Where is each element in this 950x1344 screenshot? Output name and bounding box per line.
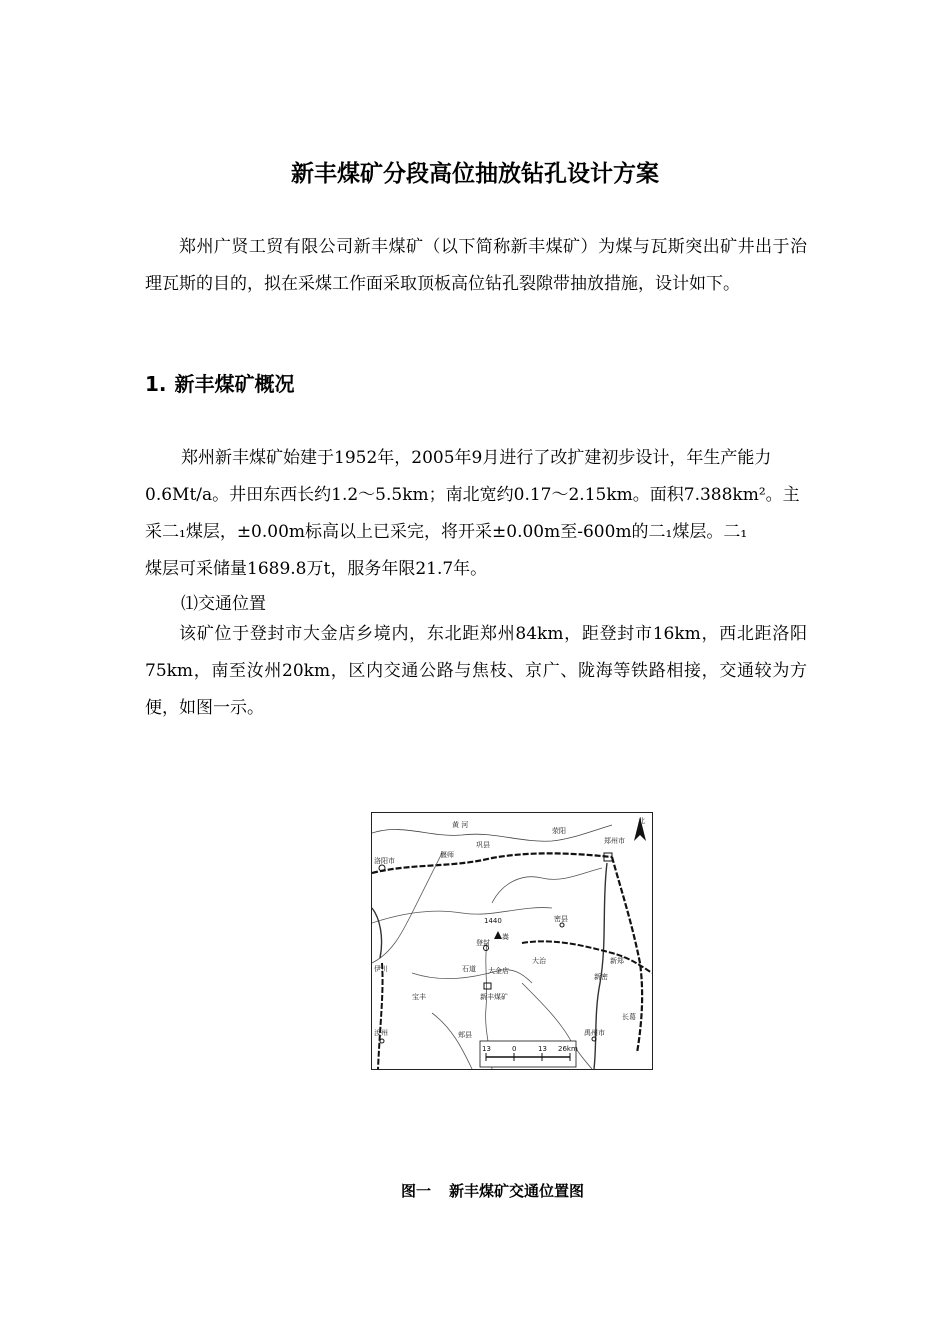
label-dengfeng: 登封	[476, 939, 490, 947]
section-title: 新丰煤矿概况	[174, 372, 295, 396]
label-songshan: 嵩	[502, 933, 509, 941]
label-xinzheng: 新郑	[610, 957, 624, 965]
label-mixian: 密县	[554, 915, 568, 923]
scale-label-left: 13	[482, 1045, 491, 1053]
label-jiaxian: 郏县	[458, 1031, 472, 1039]
mixian-marker	[560, 923, 564, 927]
scale-label-zero: 0	[512, 1045, 517, 1053]
overview-line-3: 采二₁煤层，±0.00m标高以上已采完，将开采±0.00m至-600m的二₁煤层。二₁	[145, 522, 748, 542]
section-number: 1.	[145, 372, 167, 396]
label-yuzhou: 禹州市	[584, 1029, 605, 1037]
label-dajindian: 大金店	[488, 967, 509, 975]
label-xingyang: 荥阳	[552, 827, 566, 835]
caption-label: 图一	[400, 1182, 431, 1200]
label-xinmi: 新密	[594, 973, 608, 981]
label-yichuan: 伊川	[374, 965, 388, 973]
scale-label-mid: 13	[538, 1045, 547, 1053]
ruzhou-marker	[380, 1039, 384, 1043]
subsection-traffic: ⑴交通位置	[181, 594, 266, 614]
label-north: 北	[638, 817, 645, 825]
label-changge: 长葛	[622, 1013, 636, 1021]
scale-label-right: 26km	[558, 1045, 578, 1053]
document-title: 新丰煤矿分段高位抽放钻孔设计方案	[291, 161, 659, 187]
label-baofeng: 宝丰	[412, 993, 426, 1001]
traffic-paragraph: 该矿位于登封市大金店乡境内，东北距郑州84km，距登封市16km，西北距洛阳75km，南至汝州20km，区内交通公路与焦枝、京广、陇海等铁路相接，交通较为方便，如图一示。	[145, 624, 807, 718]
overview-line-1: 郑州新丰煤矿始建于1952年，2005年9月进行了改扩建初步设计，年生产能力	[181, 448, 772, 468]
label-zhengzhou: 郑州市	[604, 837, 625, 845]
label-shidao: 石道	[462, 965, 476, 973]
overview-line-4: 煤层可采储量1689.8万t，服务年限21.7年。	[145, 559, 488, 579]
overview-line-2: 0.6Mt/a。井田东西长约1.2～5.5km；南北宽约0.17～2.15km。面积7.388km²。主	[145, 485, 800, 505]
label-ruzhou: 汝州	[374, 1029, 388, 1037]
label-elevation: 1440	[484, 917, 502, 925]
label-xinfeng-mine: 新丰煤矿	[480, 993, 508, 1001]
section-heading-1	[145, 368, 303, 397]
label-huang-river: 黄 河	[452, 821, 469, 829]
label-luoyang: 洛阳市	[374, 857, 395, 865]
map-drawing	[372, 813, 652, 1069]
caption-text: 新丰煤矿交通位置图	[449, 1182, 585, 1200]
label-gongxian: 巩县	[476, 841, 490, 849]
figure-caption	[0, 1180, 950, 1201]
songshan-peak-icon	[494, 931, 502, 939]
traffic-location-map	[371, 812, 653, 1070]
xinfeng-mine-marker	[484, 983, 491, 989]
label-dazhi: 大治	[532, 957, 546, 965]
label-yanshi: 偃师	[440, 851, 454, 859]
intro-paragraph: 郑州广贤工贸有限公司新丰煤矿（以下简称新丰煤矿）为煤与瓦斯突出矿井出于治理瓦斯的目的，拟在采煤工作面采取顶板高位钻孔裂隙带抽放措施，设计如下。	[145, 237, 807, 294]
